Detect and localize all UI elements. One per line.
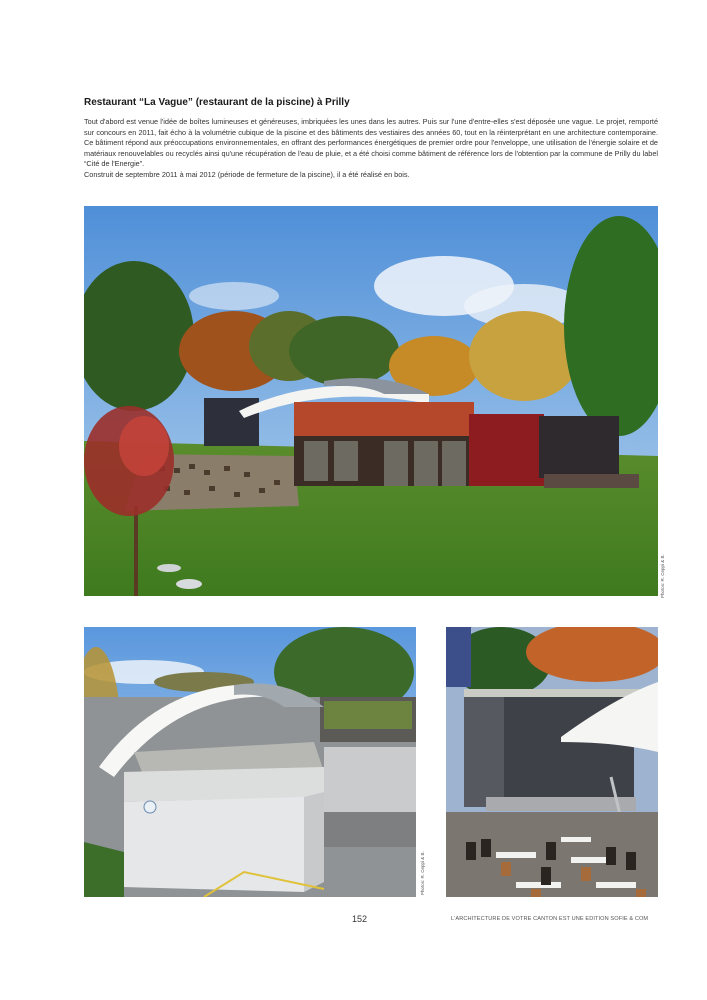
article-body <box>84 117 658 181</box>
article-paragraph: Tout d'abord est venue l'idée de boîtes lumineuses et généreuses, imbriquées les unes dans les autres. Puis sur l'une d'entre-elles s'est déposée une vague. Le projet, remporté sur concours en 2011, fait écho à la volumétrie cubique de la piscine et des bâtiments des vestiaires des années 60, tout en la réinterprétant en une architecture contemporaine. Ce bâtiment répond aux préoccupations environnementales, en offrant des performances énergétiques de premier ordre pour l'enveloppe, une utilisation de l'énergie solaire et de matériaux renouvelables ou recyclés ainsi qu'une récupération de l'eau de pluie, et a été choisi comme bâtiment de référence lors de l'obtention par la commune de Prilly du label “Cité de l'Energie”. <box>84 117 658 169</box>
photo-credit: Photos: R. Ceppi & B. <box>420 851 425 895</box>
article-paragraph: Construit de septembre 2011 à mai 2012 (période de fermeture de la piscine), il a été réalisé en bois. <box>84 169 410 179</box>
terrace-photo <box>446 627 658 897</box>
article-title: Restaurant “La Vague” (restaurant de la piscine) à Prilly <box>84 97 350 108</box>
page-number: 152 <box>352 914 368 924</box>
photo-credit: Photos: R. Ceppi & B. <box>660 554 665 598</box>
restaurant-exterior-photo <box>84 206 658 596</box>
roof-aerial-photo <box>84 627 416 897</box>
publisher-note: L'ARCHITECTURE DE VOTRE CANTON EST UNE EDITION SOFIE & COM <box>451 916 649 922</box>
